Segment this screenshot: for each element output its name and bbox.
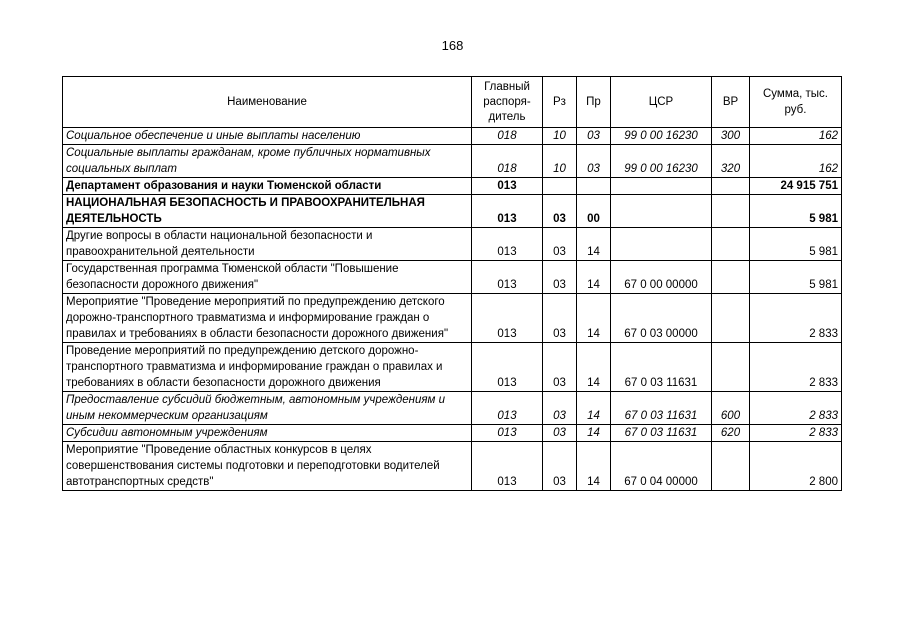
row-pr: 00 [577,195,611,228]
table-body [63,128,842,491]
row-csr: 67 0 03 11631 [611,392,712,425]
row-dispatcher-code: 013 [472,294,543,343]
page-number: 168 [441,38,464,53]
row-csr: 67 0 04 00000 [611,442,712,491]
row-sum: 162 [750,145,842,178]
row-csr: 67 0 00 00000 [611,261,712,294]
row-name: Государственная программа Тюменской области "Повышение безопасности дорожного движения" [63,261,472,294]
row-dispatcher-code: 013 [472,392,543,425]
row-pr: 14 [577,261,611,294]
row-pr: 14 [577,392,611,425]
table-row [63,261,842,294]
row-vr [712,343,750,392]
row-rz: 03 [543,425,577,442]
header-name: Наименование [63,77,472,128]
row-csr: 67 0 03 11631 [611,343,712,392]
row-name: Проведение мероприятий по предупреждению детского дорожно-транспортного травматизма и информирование граждан о правилах и требованиях в области безопасности дорожного движения [63,343,472,392]
row-dispatcher-code: 013 [472,178,543,195]
row-vr [712,261,750,294]
row-vr: 620 [712,425,750,442]
row-pr: 14 [577,228,611,261]
row-csr: 67 0 03 11631 [611,425,712,442]
row-csr: 99 0 00 16230 [611,145,712,178]
row-dispatcher-code: 013 [472,195,543,228]
row-rz: 03 [543,392,577,425]
row-sum: 2 800 [750,442,842,491]
row-vr [712,178,750,195]
row-rz: 03 [543,261,577,294]
row-name: Социальные выплаты гражданам, кроме публичных нормативных социальных выплат [63,145,472,178]
row-sum: 24 915 751 [750,178,842,195]
header-pr: Пр [577,77,611,128]
row-name: Предоставление субсидий бюджетным, автономным учреждениям и иным некоммерческим организациям [63,392,472,425]
row-dispatcher-code: 013 [472,425,543,442]
row-sum: 5 981 [750,261,842,294]
row-vr [712,195,750,228]
row-name: Социальное обеспечение и иные выплаты населению [63,128,472,145]
header-sum: Сумма, тыс. руб. [750,77,842,128]
row-csr [611,195,712,228]
row-vr: 600 [712,392,750,425]
row-dispatcher-code: 013 [472,228,543,261]
row-sum: 2 833 [750,343,842,392]
row-pr: 14 [577,294,611,343]
table-row [63,294,842,343]
row-pr: 14 [577,442,611,491]
row-rz: 03 [543,228,577,261]
row-vr [712,228,750,261]
row-csr [611,228,712,261]
row-rz: 03 [543,294,577,343]
row-rz: 03 [543,195,577,228]
row-dispatcher-code: 013 [472,442,543,491]
row-vr: 320 [712,145,750,178]
row-pr [577,178,611,195]
row-name: НАЦИОНАЛЬНАЯ БЕЗОПАСНОСТЬ И ПРАВООХРАНИТЕЛЬНАЯ ДЕЯТЕЛЬНОСТЬ [63,195,472,228]
header-dispatcher: Главный распоря-дитель [472,77,543,128]
row-name: Мероприятие "Проведение мероприятий по предупреждению детского дорожно-транспортного травматизма и информирование граждан о правилах и требованиях в области безопасности дорожного движения" [63,294,472,343]
table-row [63,145,842,178]
row-vr [712,294,750,343]
row-pr: 14 [577,343,611,392]
row-rz: 10 [543,128,577,145]
table-header-row [63,77,842,128]
table-row [63,128,842,145]
row-csr: 67 0 03 00000 [611,294,712,343]
row-pr: 14 [577,425,611,442]
row-dispatcher-code: 018 [472,128,543,145]
header-rz: Рз [543,77,577,128]
table-row [63,343,842,392]
row-sum: 2 833 [750,294,842,343]
header-csr: ЦСР [611,77,712,128]
row-sum: 2 833 [750,425,842,442]
row-dispatcher-code: 013 [472,261,543,294]
table-row [63,178,842,195]
row-name: Мероприятие "Проведение областных конкурсов в целях совершенствования системы подготовки и переподготовки водителей автотранспортных средств" [63,442,472,491]
row-vr [712,442,750,491]
row-rz: 10 [543,145,577,178]
row-rz [543,178,577,195]
row-rz: 03 [543,442,577,491]
row-csr [611,178,712,195]
row-dispatcher-code: 018 [472,145,543,178]
row-name: Департамент образования и науки Тюменской области [63,178,472,195]
table-row [63,195,842,228]
budget-table [62,76,842,491]
row-csr: 99 0 00 16230 [611,128,712,145]
row-vr: 300 [712,128,750,145]
row-sum: 5 981 [750,228,842,261]
row-pr: 03 [577,128,611,145]
table-row [63,392,842,425]
row-rz: 03 [543,343,577,392]
row-sum: 2 833 [750,392,842,425]
row-name: Другие вопросы в области национальной безопасности и правоохранительной деятельности [63,228,472,261]
table-row [63,442,842,491]
row-sum: 162 [750,128,842,145]
row-sum: 5 981 [750,195,842,228]
table-row [63,425,842,442]
row-dispatcher-code: 013 [472,343,543,392]
table-row [63,228,842,261]
row-name: Субсидии автономным учреждениям [63,425,472,442]
row-pr: 03 [577,145,611,178]
header-vr: ВР [712,77,750,128]
